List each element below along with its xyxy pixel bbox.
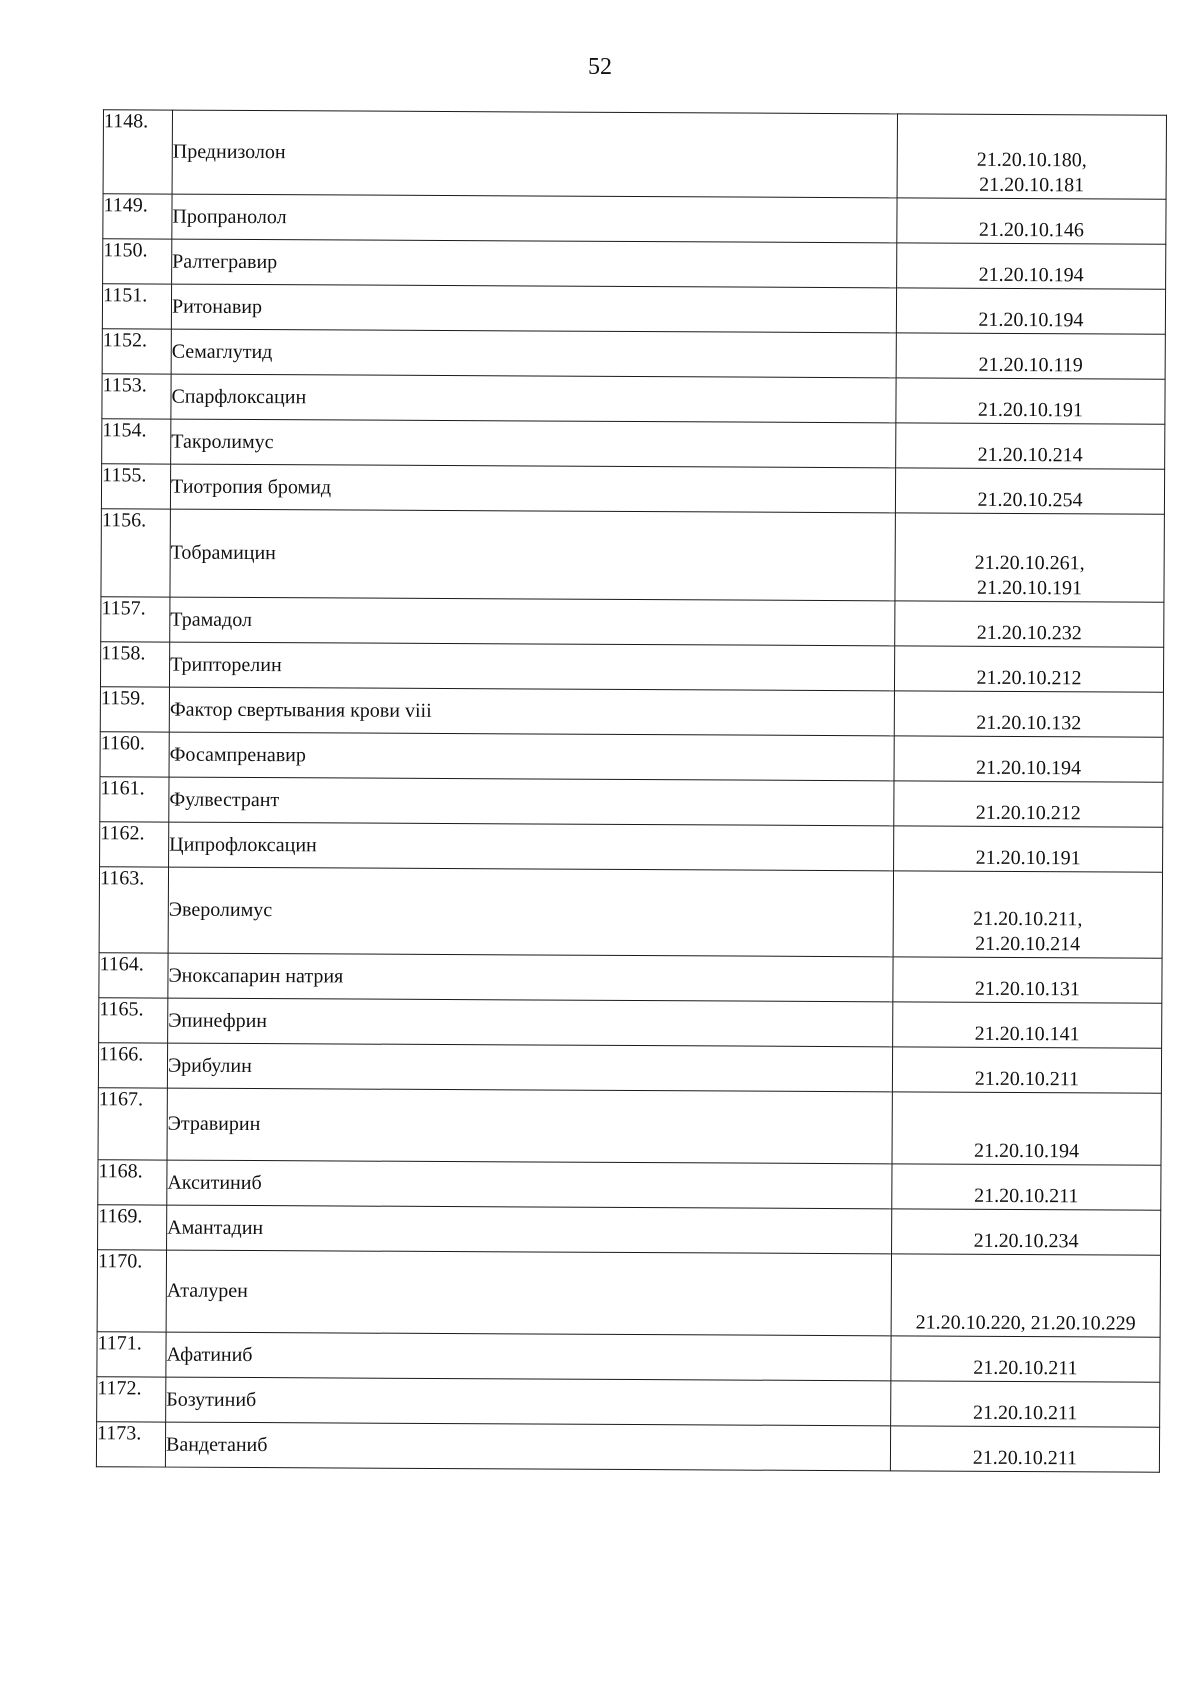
table-row	[98, 1205, 1161, 1256]
table-row	[99, 867, 1162, 959]
okpd-code: 21.20.10.261, 21.20.10.191	[895, 513, 1164, 602]
table-row	[98, 1088, 1161, 1166]
row-number: 1173.	[96, 1422, 165, 1467]
okpd-code: 21.20.10.212	[894, 781, 1163, 827]
okpd-code: 21.20.10.180, 21.20.10.181	[897, 114, 1166, 199]
okpd-code: 21.20.10.234	[892, 1209, 1161, 1255]
okpd-code: 21.20.10.211	[892, 1164, 1161, 1210]
drug-name: Ралтегравир	[172, 239, 897, 288]
table-row	[102, 374, 1165, 425]
okpd-code: 21.20.10.211	[892, 1047, 1161, 1093]
table-row	[97, 1250, 1160, 1338]
row-number: 1171.	[97, 1332, 166, 1377]
okpd-code: 21.20.10.194	[896, 288, 1165, 334]
table-row	[100, 687, 1163, 738]
okpd-code: 21.20.10.191	[894, 826, 1163, 872]
row-number: 1148.	[103, 110, 172, 194]
okpd-code: 21.20.10.212	[894, 646, 1163, 692]
drug-name: Амантадин	[167, 1205, 892, 1254]
table-row	[102, 284, 1165, 335]
table-row	[100, 822, 1163, 873]
table-row	[102, 419, 1165, 470]
table-row	[100, 642, 1163, 693]
row-number: 1166.	[98, 1043, 167, 1088]
okpd-code: 21.20.10.211	[890, 1426, 1159, 1472]
okpd-code: 21.20.10.194	[892, 1092, 1161, 1165]
row-number: 1172.	[97, 1377, 166, 1422]
row-number: 1151.	[102, 284, 171, 329]
table-row	[97, 1332, 1160, 1383]
okpd-code: 21.20.10.211, 21.20.10.214	[893, 871, 1162, 958]
drug-name: Фосампренавир	[169, 732, 894, 781]
drug-name: Трипторелин	[169, 642, 894, 691]
row-number: 1165.	[99, 998, 168, 1043]
table-row	[97, 1377, 1160, 1428]
table-row	[101, 464, 1164, 515]
row-number: 1168.	[98, 1160, 167, 1205]
drug-name: Ритонавир	[171, 284, 896, 333]
drug-name: Эрибулин	[167, 1043, 892, 1092]
okpd-code: 21.20.10.232	[895, 601, 1164, 647]
drug-name: Ципрофлоксацин	[169, 822, 894, 871]
drug-code-table	[96, 109, 1167, 1473]
row-number: 1154.	[102, 419, 171, 464]
drug-name: Семаглутид	[171, 329, 896, 378]
table-row	[103, 110, 1166, 200]
table-row	[98, 1043, 1161, 1094]
drug-name: Эверолимус	[168, 867, 893, 957]
okpd-code: 21.20.10.194	[897, 243, 1166, 289]
okpd-code: 21.20.10.141	[893, 1002, 1162, 1048]
drug-name: Тобрамицин	[170, 509, 895, 601]
row-number: 1160.	[100, 732, 169, 777]
drug-name: Аталурен	[166, 1250, 891, 1336]
row-number: 1153.	[102, 374, 171, 419]
drug-name: Этравирин	[167, 1088, 892, 1164]
page-number: 52	[588, 54, 612, 80]
okpd-code: 21.20.10.119	[896, 333, 1165, 379]
row-number: 1159.	[100, 687, 169, 732]
table-row	[101, 509, 1164, 603]
table-row	[96, 1422, 1159, 1473]
okpd-code: 21.20.10.132	[894, 691, 1163, 737]
row-number: 1162.	[100, 822, 169, 867]
table-row	[103, 239, 1166, 290]
row-number: 1149.	[103, 194, 172, 239]
okpd-code: 21.20.10.214	[896, 423, 1165, 469]
okpd-code: 21.20.10.254	[895, 468, 1164, 514]
row-number: 1161.	[100, 777, 169, 822]
table-row	[99, 953, 1162, 1004]
drug-name: Трамадол	[170, 597, 895, 646]
drug-name: Бозутиниб	[166, 1377, 891, 1426]
okpd-code: 21.20.10.211	[891, 1381, 1160, 1427]
table-row	[101, 597, 1164, 648]
table-row	[98, 1160, 1161, 1211]
okpd-code: 21.20.10.146	[897, 198, 1166, 244]
drug-name: Тиотропия бромид	[170, 464, 895, 513]
drug-name: Вандетаниб	[165, 1422, 890, 1471]
okpd-code: 21.20.10.191	[896, 378, 1165, 424]
row-number: 1152.	[102, 329, 171, 374]
table-row	[103, 194, 1166, 245]
drug-name: Афатиниб	[166, 1332, 891, 1381]
drug-name: Эпинефрин	[168, 998, 893, 1047]
okpd-code: 21.20.10.194	[894, 736, 1163, 782]
okpd-code: 21.20.10.220, 21.20.10.229	[891, 1254, 1160, 1337]
table-row	[100, 777, 1163, 828]
row-number: 1164.	[99, 953, 168, 998]
row-number: 1163.	[99, 867, 168, 953]
okpd-code: 21.20.10.131	[893, 957, 1162, 1003]
okpd-code: 21.20.10.211	[891, 1336, 1160, 1382]
row-number: 1169.	[98, 1205, 167, 1250]
row-number: 1157.	[101, 597, 170, 642]
table-body	[96, 110, 1166, 1473]
drug-name: Преднизолон	[172, 110, 897, 198]
drug-name: Акситиниб	[167, 1160, 892, 1209]
row-number: 1150.	[103, 239, 172, 284]
row-number: 1167.	[98, 1088, 167, 1160]
row-number: 1170.	[97, 1250, 166, 1332]
row-number: 1156.	[101, 509, 170, 597]
table-row	[102, 329, 1165, 380]
row-number: 1158.	[100, 642, 169, 687]
table-row	[100, 732, 1163, 783]
drug-name: Фулвестрант	[169, 777, 894, 826]
table-row	[99, 998, 1162, 1049]
drug-name: Эноксапарин натрия	[168, 953, 893, 1002]
drug-name: Пропранолол	[172, 194, 897, 243]
drug-name: Такролимус	[171, 419, 896, 468]
row-number: 1155.	[101, 464, 170, 509]
drug-name: Спарфлоксацин	[171, 374, 896, 423]
drug-name: Фактор свертывания крови viii	[169, 687, 894, 736]
